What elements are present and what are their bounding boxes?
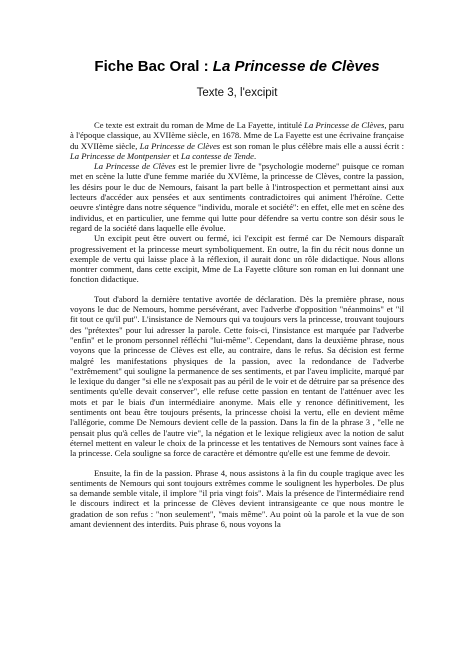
text-run: et [170,150,181,161]
paragraph [70,294,404,459]
italic-title-run: La Princesse de Clèves [94,161,176,172]
text-run: , paru à l'époque classique, au XVIIème siècle, en 1678. Mme de La Fayette est une écrivaine française du XVIIème siècle, [70,120,404,151]
document-title [70,0,404,76]
paragraph [70,468,404,530]
text-run: Tout d'abord la dernière tentative avortée de déclaration. Dès la première phrase, nous voyons le duc de Nemours, homme persévérant, avec l'adverbe d'opposition "néanmoins" et "il fit tout ce qu'il put". L'insistance de Nemours qui va toujours vers la princesse, trouvant toujours des "prétextes" pour lui adresser la parole. Cette fois-ci, l'insistance est marquée par l'adverbe "enfin" et le pronom personnel réfléchi "lui-même". Cependant, dans la deuxième phrase, nous voyons que la princesse de Clèves est elle, au contraire, dans le refus. Sa décision est ferme malgré les manifestations physiques de la passion, avec la redondance de l'adverbe "extrêmement" qui souligne la permanence de ses sentiments, et par l'aveu implicite, marqué par le lexique du danger "si elle ne s'exposait pas au péril de le voir et de détruire par sa présence des sentiments qu'elle devait conserver", elle refuse cette passion en tentant de l'atténuer avec les mots et par le biais d'un intermédiaire anonyme. Mais elle y renonce définitivement, les sentiments ont beau être toujours présents, la princesse choisi la vertu, elle en devient même l'allégorie, comme De Nemours devient celle de la passion. Dans la fin de la phrase 3 , "elle ne pensait plus qu'à celles de l'autre vie", la négation et le lexique religieux avec la notion de salut éternel mettent en valeur le choix de la princesse et les tentatives de Nemours sont vaines face à la princesse. Cela souligne sa force de caractère et démontre qu'elle est une femme de devoir. [70,293,404,459]
document-body [70,120,404,529]
text-run: est son roman le plus célèbre mais elle a aussi écrit : [220,140,404,151]
text-run: est le premier livre de "psychologie moderne" puisque ce roman met en scène la lutte d'une femme mariée du XVIème, la princesse de Clèves, contre la passion, les désirs pour le duc de Nemours, faisant la part belle à l'introspection et permettant ainsi aux lecteurs d'accéder aux pensées et aux sentiments contradictoires qui animent l'héroïne. Cette oeuvre s'intègre dans notre séquence "individu, morale et société": en effet, elle met en scène des individus, et en particulier, une femme qui lutte pour défendre sa vertu contre son désir sous le regard de la société dans laquelle elle évolue. [70,161,404,233]
text-run: Un excipit peut être ouvert ou fermé, ici l'excipit est fermé car De Nemours disparaît progressivement et la princesse meurt symboliquement. En outre, la fin du récit nous donne un exemple de vertu qui laisse place à la réflexion, il aurait donc un rôle didactique. Nous allons montrer comment, dans cette excipit, Mme de La Fayette clôture son roman en lui donnant une fonction didactique. [70,233,404,285]
text-run: . [253,150,257,161]
italic-title-run: La Princesse de Montpensier [70,150,171,161]
italic-title-run: La Princesse de Clèves [139,140,221,151]
paragraph [70,233,404,284]
italic-title-run: La contesse de Tende [180,150,254,161]
text-run: Ce texte est extrait du roman de Mme de La Fayette, intitulé [94,120,305,130]
title-work: La Princesse de Clèves [212,58,380,75]
title-prefix: Fiche Bac Oral : [94,58,213,75]
text-run: Ensuite, la fin de la passion. Phrase 4, nous assistons à la fin du couple tragique avec les sentiments de Nemours qui sont toujours extrêmes comme le soulignent les hyperboles. De plus sa demande semble vitale, il implore "il pria vingt fois". Mais la présence de l'intermédiaire rend le discours indirect et la princesse de Clèves devient intransigeante ce que nous montre le gradation de son refus : "non seulement", "mais même". Au point où la parole et la vue de son amant deviennent des interdits. Puis phrase 6, nous voyons la [70,467,404,529]
document-subtitle: Texte 3, l'excipit [196,87,278,99]
paragraph [70,161,404,233]
paragraph [70,120,404,161]
italic-title-run: La Princesse de Clèves [304,120,385,130]
